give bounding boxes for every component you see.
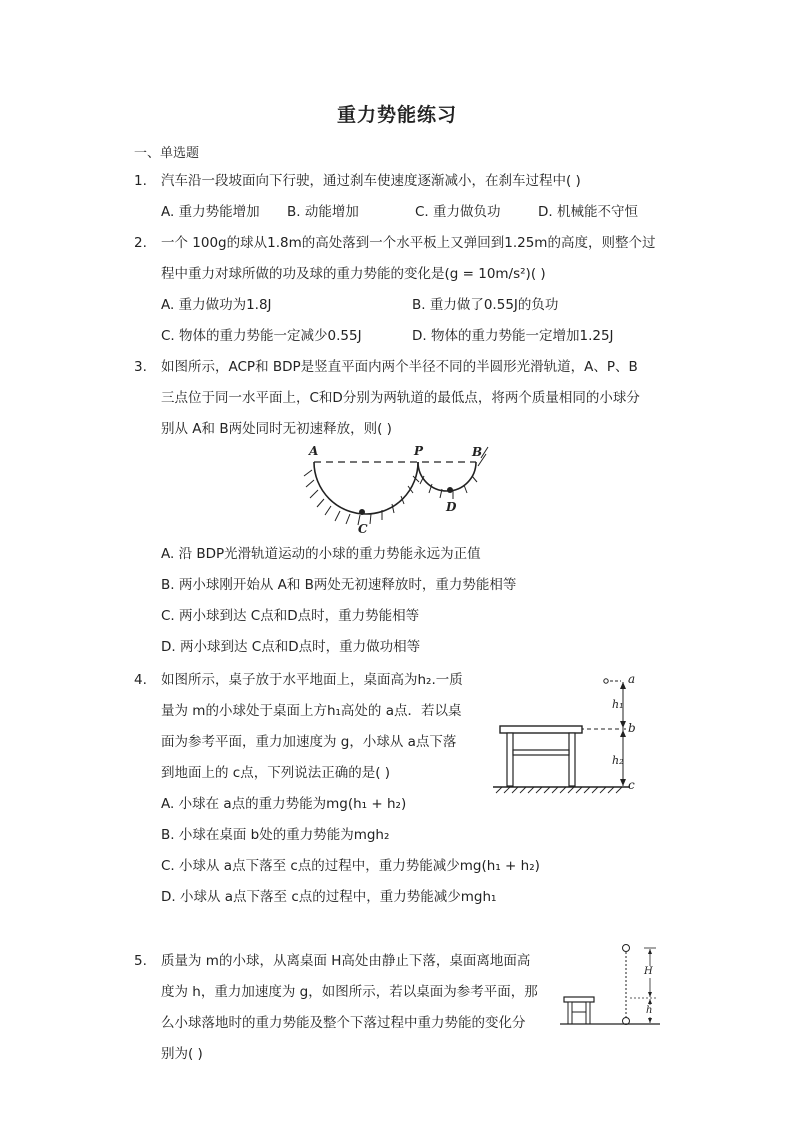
point-a-marker bbox=[604, 679, 608, 683]
label-c: C bbox=[358, 522, 368, 536]
label-a: A bbox=[309, 444, 319, 458]
label-d: D bbox=[446, 500, 457, 514]
option-a[interactable]: A. 重力做功为1.8J bbox=[161, 297, 272, 313]
ball-c bbox=[359, 509, 365, 515]
question-number: 3. bbox=[134, 359, 147, 375]
question-stem-line-2: 度为 h，重力加速度为 g，如图所示，若以桌面为参考平面，那 bbox=[161, 984, 538, 1000]
label-small-h: h bbox=[646, 1005, 653, 1016]
option-b[interactable]: B. 两小球刚开始从 A和 B两处无初速释放时，重力势能相等 bbox=[161, 577, 517, 593]
question-stem-line-2: 量为 m的小球处于桌面上方h₁高处的 a点．若以桌 bbox=[161, 703, 462, 719]
table-height-figure bbox=[488, 668, 648, 798]
option-b[interactable]: B. 动能增加 bbox=[287, 204, 359, 220]
section-heading: 一、单选题 bbox=[134, 146, 200, 161]
option-c[interactable]: C. 两小球到达 C点和D点时，重力势能相等 bbox=[161, 608, 420, 624]
label-a: a bbox=[628, 672, 636, 686]
falling-ball-figure bbox=[560, 940, 670, 1030]
question-stem-line-1: 一个 100g的球从1.8m的高处落到一个水平板上又弹回到1.25m的高度，则整个过 bbox=[161, 235, 656, 251]
question-stem: 汽车沿一段坡面向下行驶，通过刹车使速度逐渐减小，在刹车过程中( ) bbox=[161, 173, 581, 189]
hatch-marks bbox=[304, 447, 488, 525]
option-c[interactable]: C. 物体的重力势能一定减少0.55J bbox=[161, 328, 362, 344]
question-stem-line-3: 别从 A和 B两处同时无初速释放，则( ) bbox=[161, 421, 392, 437]
question-stem-line-3: 么小球落地时的重力势能及整个下落过程中重力势能的变化分 bbox=[161, 1015, 526, 1031]
ball-top bbox=[623, 945, 630, 952]
question-stem-line-1: 质量为 m的小球，从离桌面 H高处由静止下落，桌面离地面高 bbox=[161, 953, 531, 969]
label-b: B bbox=[472, 445, 483, 459]
label-p: P bbox=[414, 444, 424, 458]
track-bdp bbox=[418, 462, 476, 491]
option-b[interactable]: B. 小球在桌面 b处的重力势能为mgh₂ bbox=[161, 827, 390, 843]
option-d[interactable]: D. 两小球到达 C点和D点时，重力做功相等 bbox=[161, 639, 421, 655]
question-stem-line-1: 如图所示，桌子放于水平地面上，桌面高为h₂.一质 bbox=[161, 672, 463, 688]
option-b[interactable]: B. 重力做了0.55J的负功 bbox=[412, 297, 559, 313]
small-table-top bbox=[564, 997, 594, 1002]
option-d[interactable]: D. 小球从 a点下落至 c点的过程中，重力势能减少mgh₁ bbox=[161, 889, 497, 905]
question-number: 4. bbox=[134, 672, 147, 688]
table-top bbox=[500, 726, 582, 733]
question-stem-line-2: 三点位于同一水平面上，C和D分别为两轨道的最低点，将两个质量相同的小球分 bbox=[161, 390, 640, 406]
question-stem-line-3: 面为参考平面，重力加速度为 g，小球从 a点下落 bbox=[161, 734, 457, 750]
label-h1: h₁ bbox=[612, 698, 624, 711]
option-d[interactable]: D. 物体的重力势能一定增加1.25J bbox=[412, 328, 614, 344]
track-acp bbox=[314, 462, 418, 514]
page-title: 重力势能练习 bbox=[336, 104, 457, 126]
question-stem-line-4: 到地面上的 c点，下列说法正确的是( ) bbox=[161, 765, 391, 781]
question-number: 5. bbox=[134, 953, 147, 969]
option-a[interactable]: A. 沿 BDP光滑轨道运动的小球的重力势能永远为正值 bbox=[161, 546, 481, 562]
label-capital-h: H bbox=[644, 966, 653, 977]
option-a[interactable]: A. 重力势能增加 bbox=[161, 204, 260, 220]
label-h2: h₂ bbox=[612, 754, 624, 767]
question-number: 2. bbox=[134, 235, 147, 251]
option-c[interactable]: C. 重力做负功 bbox=[415, 204, 501, 220]
question-stem-line-1: 如图所示，ACP和 BDP是竖直平面内两个半径不同的半圆形光滑轨道，A、P、B bbox=[161, 359, 638, 375]
semicircle-tracks-figure bbox=[300, 444, 500, 539]
option-c[interactable]: C. 小球从 a点下落至 c点的过程中，重力势能减少mg(h₁ + h₂) bbox=[161, 858, 540, 874]
option-d[interactable]: D. 机械能不守恒 bbox=[538, 204, 638, 220]
label-c: c bbox=[628, 778, 635, 792]
question-stem-line-4: 别为( ) bbox=[161, 1046, 203, 1062]
ball-d bbox=[447, 487, 453, 493]
question-stem-line-2: 程中重力对球所做的功及球的重力势能的变化是(g = 10m/s²)( ) bbox=[161, 266, 546, 282]
question-number: 1. bbox=[134, 173, 147, 189]
option-a[interactable]: A. 小球在 a点的重力势能为mg(h₁ + h₂) bbox=[161, 796, 407, 812]
label-b: b bbox=[628, 721, 636, 735]
